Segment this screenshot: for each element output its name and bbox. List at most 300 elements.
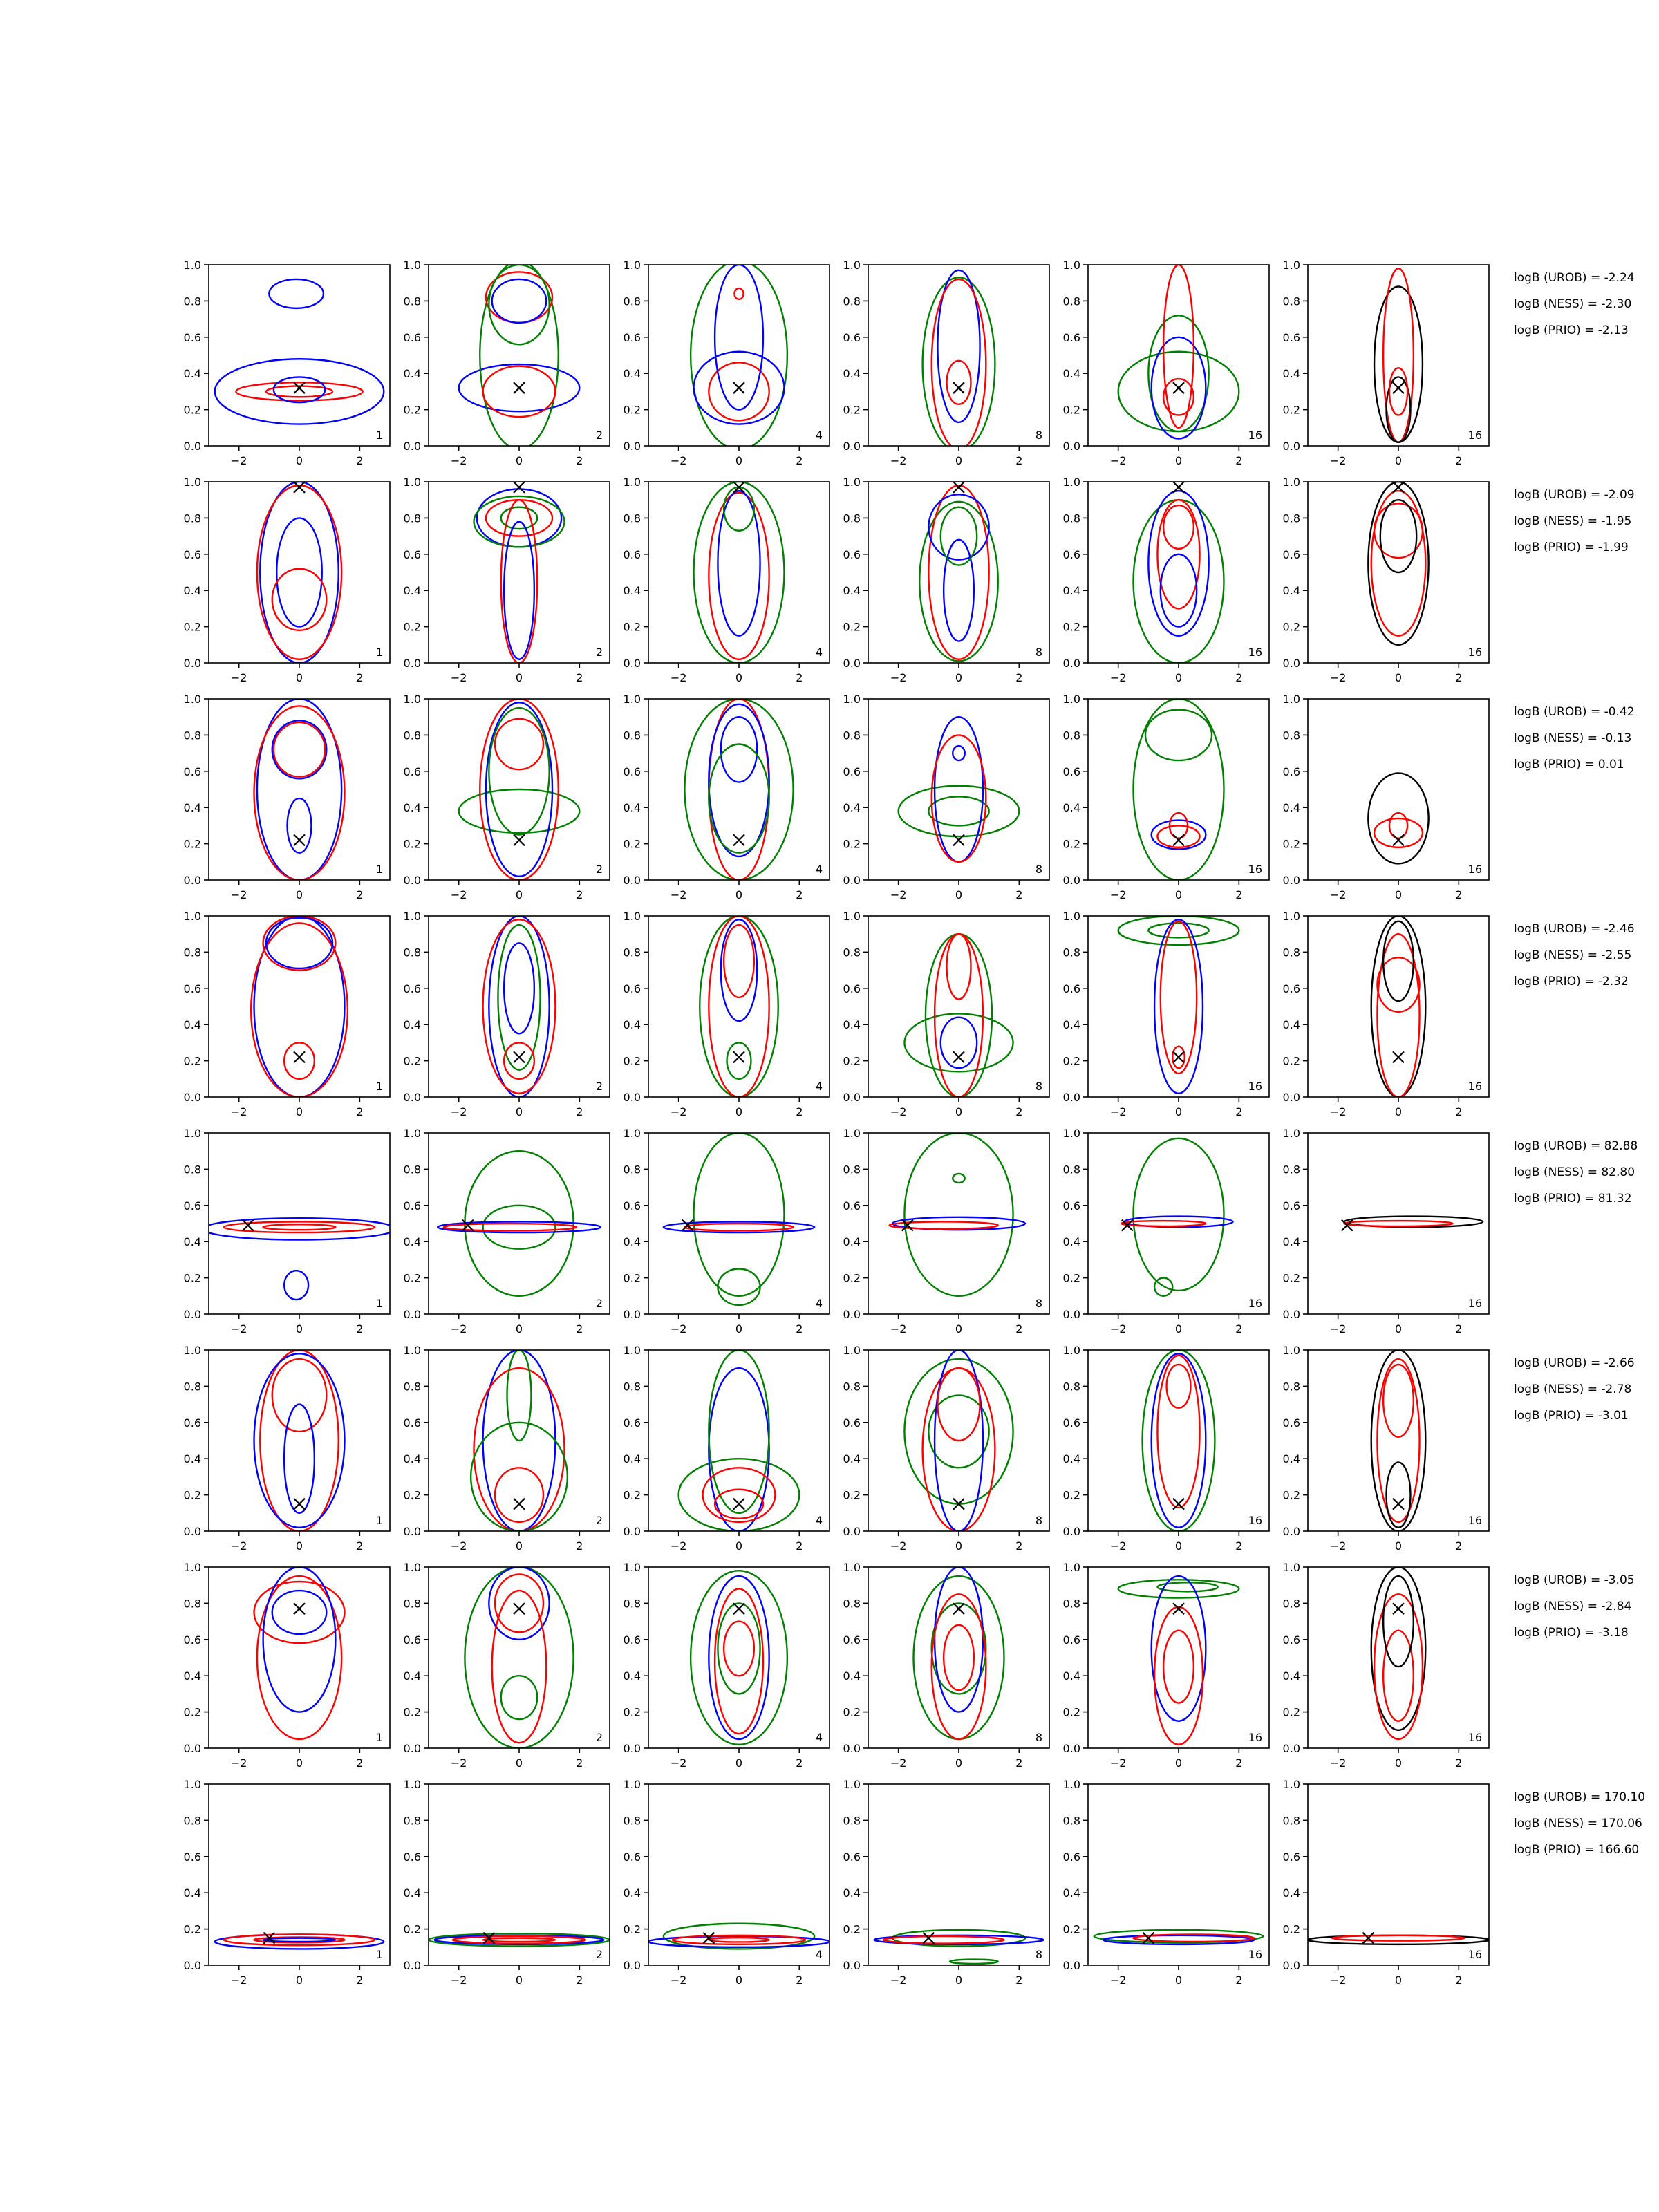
panel-r2-c2 [404,476,610,684]
contour-group [1368,482,1428,645]
y-tick-label: 0.6 [183,1633,201,1647]
panel-label: 2 [595,429,603,442]
y-tick-label: 0.2 [843,1271,861,1285]
y-tick-label: 0.6 [183,982,201,995]
contour-blue [504,522,534,659]
y-tick-label: 0.8 [403,729,421,742]
y-tick-label: 0.2 [1062,1054,1080,1068]
y-tick-label: 0.6 [1062,1633,1080,1647]
y-tick-label: 0.8 [1062,512,1080,525]
contour-group [1118,1576,1239,1745]
contour-group [923,270,995,451]
y-tick-label: 0.8 [1062,946,1080,959]
x-tick-label: 2 [1235,454,1243,467]
y-tick-label: 1.0 [843,693,861,706]
logb-annotation: logB (UROB) = -3.05 [1514,1573,1635,1587]
x-tick-label: −2 [450,1756,467,1770]
panel-label: 16 [1468,1514,1482,1527]
y-tick-label: 1.0 [623,910,641,923]
x-tick-label: 0 [955,888,963,901]
logb-annotation: logB (PRIO) = -2.13 [1514,324,1629,337]
x-tick-label: 0 [955,1539,963,1553]
y-tick-label: 0.0 [1062,1742,1080,1755]
y-tick-label: 0.4 [1282,1669,1300,1683]
y-tick-label: 0.4 [1282,584,1300,598]
y-tick-label: 0.0 [1282,874,1300,887]
y-tick-label: 0.4 [183,1886,201,1900]
x-tick-label: 2 [1235,1756,1243,1770]
y-tick-label: 0.8 [1282,1163,1300,1177]
y-tick-label: 0.6 [1282,1850,1300,1864]
contour-green [489,265,549,344]
y-tick-label: 0.6 [183,765,201,778]
y-tick-label: 0.4 [1062,801,1080,815]
x-tick-label: 2 [796,1539,803,1553]
truth-marker [923,1933,934,1944]
y-tick-label: 0.8 [843,294,861,308]
logb-annotation: logB (UROB) = -2.24 [1514,271,1635,285]
y-tick-label: 1.0 [1062,1561,1080,1574]
y-tick-label: 0.4 [403,1235,421,1249]
y-tick-label: 0.6 [843,765,861,778]
x-tick-label: 2 [1015,888,1023,901]
contour-group [691,1571,787,1745]
y-tick-label: 0.6 [1282,1633,1300,1647]
y-tick-label: 1.0 [403,476,421,489]
y-tick-label: 0.2 [183,1705,201,1719]
x-tick-label: −2 [1329,1105,1347,1118]
y-tick-label: 0.8 [183,946,201,959]
contour-red [932,1594,986,1739]
x-tick-label: 0 [1394,1322,1403,1335]
y-tick-label: 0.0 [403,1742,421,1755]
truth-marker [1173,1603,1184,1614]
y-tick-label: 0.8 [1062,294,1080,308]
panel-r6-c1 [184,1344,390,1553]
contour-red [1383,1631,1414,1721]
logb-annotation: logB (PRIO) = -3.18 [1514,1626,1629,1640]
logb-annotation: logB (PRIO) = 81.32 [1514,1192,1632,1206]
y-tick-label: 0.4 [623,801,641,815]
y-tick-label: 1.0 [623,693,641,706]
x-tick-label: −2 [450,888,467,901]
contour-green [899,786,1020,836]
panel-r1-c3 [624,259,830,467]
y-tick-label: 0.6 [1062,330,1080,344]
x-tick-label: 2 [796,1756,803,1770]
contour-green [718,1269,760,1305]
panel-label: 8 [1035,429,1042,442]
contour-green [501,1676,537,1719]
x-tick-label: −2 [1109,1974,1127,1987]
panel-label: 4 [815,429,823,442]
contour-green [483,1206,556,1249]
y-tick-label: 1.0 [1062,1127,1080,1140]
y-tick-label: 0.0 [183,1959,201,1972]
contour-blue [928,494,988,559]
contour-group [465,1567,573,1748]
truth-marker [514,482,525,493]
panel-r4-c3 [624,910,830,1118]
x-tick-label: 2 [796,454,803,467]
y-tick-label: 1.0 [1282,259,1300,272]
y-tick-label: 0.8 [1282,294,1300,308]
y-tick-label: 0.4 [1282,801,1300,815]
panel-label: 2 [595,646,603,659]
truth-marker [514,1051,525,1062]
truth-marker [902,1220,913,1231]
contour-green [904,1359,1013,1504]
contour-red [709,1938,769,1942]
x-tick-label: 0 [1394,1756,1403,1770]
contour-green [694,1133,785,1296]
x-tick-label: −2 [670,1105,687,1118]
contour-blue [254,1353,345,1528]
panel-label: 16 [1248,863,1262,876]
y-tick-label: 0.8 [183,1597,201,1611]
y-tick-label: 0.0 [403,657,421,670]
y-tick-label: 0.8 [843,1380,861,1394]
panel-r3-c5 [1063,693,1269,901]
contour-group [1368,773,1428,863]
x-tick-label: 0 [1394,888,1403,901]
y-tick-label: 0.2 [403,1271,421,1285]
y-tick-label: 0.2 [403,620,421,634]
x-tick-label: −2 [670,1539,687,1553]
panel-r3-c6 [1283,693,1489,901]
y-tick-label: 0.8 [1062,1163,1080,1177]
contour-green [904,1013,1013,1071]
panel-label: 4 [815,1731,823,1744]
x-tick-label: 2 [1235,888,1243,901]
contour-red [1377,1359,1419,1522]
x-tick-label: 2 [356,1974,364,1987]
y-tick-label: 0.4 [843,1669,861,1683]
x-tick-label: 0 [1394,1539,1403,1553]
contour-red [251,923,348,1097]
x-tick-label: 0 [1174,888,1183,901]
y-tick-label: 0.2 [403,1922,421,1936]
x-tick-label: −2 [450,1974,467,1987]
panel-r1-c2 [404,259,610,467]
y-tick-label: 0.2 [843,1054,861,1068]
y-tick-label: 0.2 [843,1488,861,1502]
x-tick-label: 0 [1394,671,1403,684]
x-tick-label: 2 [1235,1322,1243,1335]
y-tick-label: 0.2 [1062,403,1080,417]
logb-annotation: logB (NESS) = -2.55 [1514,948,1632,962]
y-tick-label: 0.6 [403,1416,421,1430]
contour-red [709,916,769,1097]
y-tick-label: 0.6 [403,765,421,778]
y-tick-label: 0.8 [1062,1380,1080,1394]
x-tick-label: 2 [576,1974,583,1987]
contour-red [724,925,754,997]
x-tick-label: 2 [1455,1105,1463,1118]
y-tick-label: 1.0 [1062,910,1080,923]
panel-r3-c1 [184,693,390,901]
y-tick-label: 1.0 [1062,1778,1080,1791]
panel-r2-c6 [1283,476,1489,684]
x-tick-label: 0 [735,1322,743,1335]
y-tick-label: 0.0 [1282,1308,1300,1321]
y-tick-label: 0.2 [183,1054,201,1068]
y-tick-label: 0.0 [403,1959,421,1972]
y-tick-label: 1.0 [1062,476,1080,489]
x-tick-label: 2 [356,1105,364,1118]
x-tick-label: 2 [1015,1539,1023,1553]
x-tick-label: 2 [1015,1756,1023,1770]
x-tick-label: 0 [515,1756,523,1770]
logb-annotation: logB (PRIO) = -2.32 [1514,975,1629,988]
contour-group [684,699,793,880]
y-tick-label: 0.4 [183,1669,201,1683]
contour-red [284,1042,315,1078]
panel-label: 16 [1468,863,1482,876]
y-tick-label: 0.4 [1062,1669,1080,1683]
x-tick-label: 0 [735,1105,743,1118]
x-tick-label: 0 [1394,1974,1403,1987]
contour-red [1383,268,1414,442]
x-tick-label: 2 [1455,888,1463,901]
y-tick-label: 0.0 [623,1959,641,1972]
contour-blue [944,540,974,641]
truth-marker [733,834,744,845]
panel-label: 16 [1468,1731,1482,1744]
x-tick-label: 2 [1235,1105,1243,1118]
x-tick-label: 2 [576,1756,583,1770]
y-tick-label: 0.4 [1282,1452,1300,1466]
y-tick-label: 0.4 [403,1886,421,1900]
contour-red [724,1622,754,1676]
x-tick-label: 2 [1015,671,1023,684]
y-tick-label: 0.0 [403,1308,421,1321]
x-tick-label: 2 [356,1756,364,1770]
axes-frame [868,699,1049,880]
x-tick-label: 2 [1235,1539,1243,1553]
x-tick-label: 2 [576,1105,583,1118]
y-tick-label: 0.6 [1062,1199,1080,1212]
panel-label: 1 [375,1731,383,1744]
x-tick-label: −2 [1109,888,1127,901]
y-tick-label: 1.0 [843,1344,861,1357]
x-tick-label: 0 [955,454,963,467]
panel-label: 16 [1468,646,1482,659]
contour-blue [709,704,769,856]
truth-marker [294,834,305,845]
y-tick-label: 1.0 [183,1778,201,1791]
contour-blue [263,1938,336,1942]
x-tick-label: 0 [1394,1105,1403,1118]
panel-label: 16 [1248,1731,1262,1744]
contour-group [1118,265,1239,439]
panel-label: 16 [1468,1080,1482,1093]
x-tick-label: −2 [670,888,687,901]
x-tick-label: 0 [735,1756,743,1770]
panel-label: 1 [375,646,383,659]
contour-group [1308,1936,1489,1944]
contour-red [224,1934,375,1945]
contour-group [700,916,778,1097]
axes-frame [648,1567,830,1748]
x-tick-label: 2 [796,1105,803,1118]
x-tick-label: 2 [356,1322,364,1335]
contour-green [953,1174,964,1183]
axes-frame [1088,699,1269,880]
logb-annotation: logB (PRIO) = -1.99 [1514,541,1629,554]
x-tick-label: −2 [1109,1322,1127,1335]
contour-green [1134,500,1224,663]
y-tick-label: 0.4 [623,1018,641,1032]
y-tick-label: 0.4 [183,1235,201,1249]
contour-blue [941,1018,977,1068]
panel-label: 2 [595,1297,603,1310]
y-tick-label: 0.4 [843,1018,861,1032]
contour-group [215,279,384,424]
logb-annotation: logB (NESS) = 82.80 [1514,1165,1635,1179]
panel-label: 16 [1468,429,1482,442]
panel-label: 8 [1035,863,1042,876]
contour-green [489,708,549,834]
y-tick-label: 0.4 [403,1452,421,1466]
panel-label: 4 [815,646,823,659]
x-tick-label: −2 [230,1105,247,1118]
y-tick-label: 0.8 [1062,729,1080,742]
y-tick-label: 0.2 [183,620,201,634]
y-tick-label: 0.4 [183,801,201,815]
x-tick-label: 2 [356,888,364,901]
truth-marker [243,1220,254,1231]
contour-group [483,916,556,1097]
x-tick-label: −2 [670,671,687,684]
y-tick-label: 0.6 [1062,1416,1080,1430]
contour-black [1380,500,1416,572]
y-tick-label: 0.6 [623,1633,641,1647]
y-tick-label: 0.6 [183,547,201,561]
x-tick-label: 2 [576,1539,583,1553]
x-tick-label: 0 [955,1756,963,1770]
truth-marker [294,482,305,493]
y-tick-label: 0.0 [623,657,641,670]
x-tick-label: 2 [1235,671,1243,684]
contour-red [947,361,971,404]
panel-r8-c5 [1063,1778,1269,1987]
x-tick-label: 2 [1455,671,1463,684]
y-tick-label: 1.0 [623,476,641,489]
x-tick-label: 0 [515,1539,523,1553]
x-tick-label: −2 [890,1539,907,1553]
x-tick-label: 0 [735,888,743,901]
y-tick-label: 0.4 [1062,584,1080,598]
x-tick-label: −2 [890,1322,907,1335]
y-tick-label: 0.2 [843,620,861,634]
contour-red [1154,1607,1203,1745]
panel-r1-c6 [1283,259,1489,467]
x-tick-label: 2 [576,1322,583,1335]
x-tick-label: 2 [1455,1322,1463,1335]
x-tick-label: 0 [735,1974,743,1987]
panel-label: 16 [1248,1948,1262,1961]
contour-red [1389,813,1407,838]
y-tick-label: 0.2 [183,1922,201,1936]
panel-label: 8 [1035,1948,1042,1961]
logb-annotation: logB (UROB) = -2.09 [1514,488,1635,502]
x-tick-label: 0 [955,1974,963,1987]
panel-label: 1 [375,1514,383,1527]
panel-r4-c6 [1283,910,1489,1118]
y-tick-label: 0.2 [623,1488,641,1502]
contour-group [1094,1930,1264,1944]
y-tick-label: 0.6 [403,547,421,561]
x-tick-label: 0 [735,671,743,684]
logb-annotation: logB (PRIO) = 0.01 [1514,758,1624,771]
x-tick-label: −2 [450,671,467,684]
panel-label: 4 [815,1948,823,1961]
y-tick-label: 0.8 [403,512,421,525]
y-tick-label: 0.4 [403,1018,421,1032]
y-tick-label: 0.2 [843,1705,861,1719]
x-tick-label: −2 [230,1974,247,1987]
x-tick-label: 2 [1015,1974,1023,1987]
x-tick-label: 2 [1015,1322,1023,1335]
x-tick-label: −2 [1329,1322,1347,1335]
truth-marker [294,1499,305,1510]
truth-marker [953,1603,964,1614]
y-tick-label: 0.4 [623,1669,641,1683]
x-tick-label: −2 [1109,454,1127,467]
contour-group [438,1151,601,1296]
contour-blue [709,1368,769,1531]
y-tick-label: 0.8 [843,512,861,525]
contour-black [1374,286,1423,442]
x-tick-label: −2 [1329,671,1347,684]
y-tick-label: 0.4 [403,367,421,381]
y-tick-label: 0.8 [623,1163,641,1177]
x-tick-label: 2 [356,454,364,467]
y-tick-label: 0.6 [1282,1416,1300,1430]
y-tick-label: 0.8 [183,1814,201,1828]
y-tick-label: 0.4 [843,1452,861,1466]
y-tick-label: 0.4 [1282,1018,1300,1032]
y-tick-label: 1.0 [623,1561,641,1574]
x-tick-label: 2 [1455,1539,1463,1553]
contour-group [904,934,1013,1097]
x-tick-label: 0 [1394,454,1403,467]
y-tick-label: 0.0 [623,874,641,887]
y-tick-label: 0.6 [843,547,861,561]
y-tick-label: 0.0 [1282,1742,1300,1755]
x-tick-label: 2 [796,1322,803,1335]
logb-annotation: logB (PRIO) = -3.01 [1514,1409,1629,1423]
x-tick-label: −2 [1109,1756,1127,1770]
contour-blue [284,1405,315,1513]
panel-label: 8 [1035,1514,1042,1527]
y-tick-label: 0.0 [843,1742,861,1755]
y-tick-label: 0.2 [183,1488,201,1502]
y-tick-label: 0.8 [1282,1597,1300,1611]
panel-r7-c4 [843,1561,1049,1770]
y-tick-label: 0.2 [1282,1054,1300,1068]
axes-frame [1308,916,1489,1097]
x-tick-label: −2 [230,1322,247,1335]
contour-group [254,699,345,880]
x-tick-label: 0 [1174,1105,1183,1118]
panel-r7-c6 [1283,1561,1489,1770]
panel-r7-c1 [184,1561,390,1770]
panel-r3-c4 [843,693,1049,901]
panel-label: 1 [375,429,383,442]
y-tick-label: 0.8 [843,1597,861,1611]
